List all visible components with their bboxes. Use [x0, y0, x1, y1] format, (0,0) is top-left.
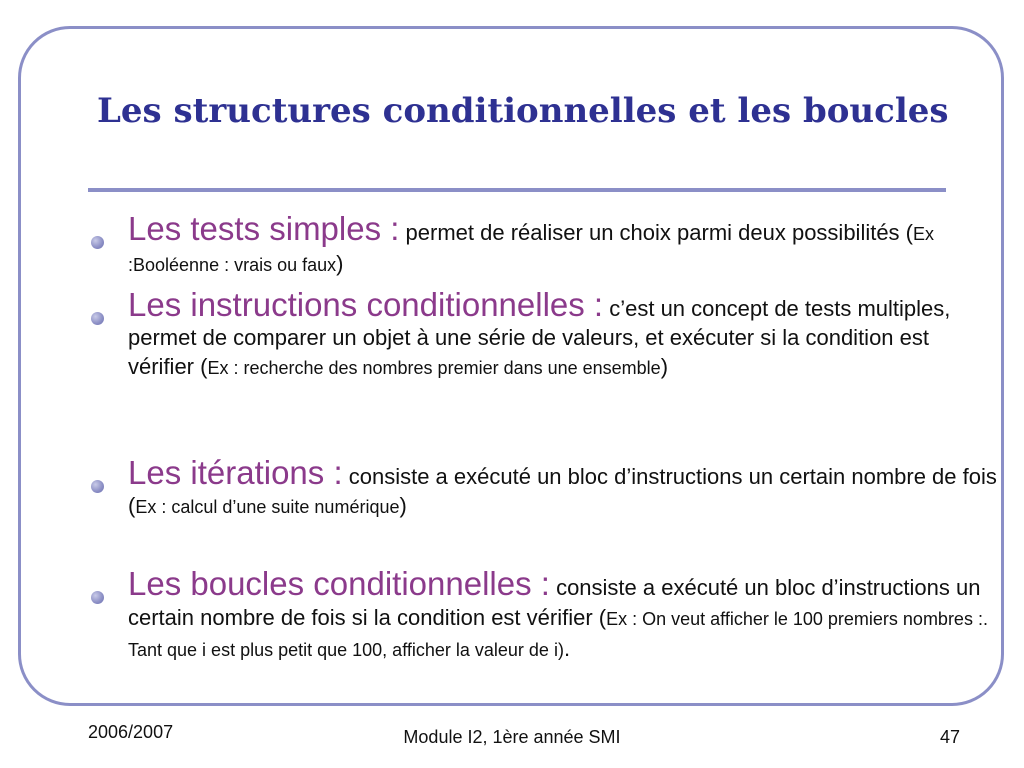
footer-course: Module I2, 1ère année SMI	[403, 727, 621, 747]
bullet-text	[128, 456, 998, 522]
bullet-body: consiste a exécuté un bloc d’instructions un certain nombre de fois si la condition est vérifier (	[128, 575, 981, 630]
bullet-text	[128, 212, 998, 280]
bullet-dot-icon	[91, 480, 104, 493]
footer-page-number: 47	[940, 727, 961, 747]
bullet-body: permet de réaliser un choix parmi deux possibilités (	[399, 220, 913, 245]
bullet-body: consiste a exécuté un bloc d’instructions un certain nombre de fois (	[128, 464, 997, 518]
bullet-example: Ex : recherche des nombres premier dans une ensemble	[207, 358, 661, 378]
bullet-heading: Les instructions conditionnelles :	[128, 286, 604, 323]
bullet-tail: .	[563, 636, 571, 661]
bullet-dot-icon	[91, 236, 104, 249]
bullet-tail: )	[660, 354, 669, 379]
footer-date: 2006/2007	[88, 722, 174, 742]
bullet-heading: Les tests simples :	[128, 210, 400, 247]
slide-title: Les structures conditionnelles et les boucles	[97, 91, 949, 131]
bullet-tail: )	[336, 251, 344, 276]
bullet-example: Ex : calcul d’une suite numérique	[135, 497, 400, 517]
bullet-body: c’est un concept de tests multiples, permet de comparer un objet à une série de valeurs, et exécuter si la condition est vérifier (	[128, 296, 951, 379]
bullet-tail: )	[399, 493, 407, 518]
bullet-heading: Les itérations :	[128, 454, 343, 491]
bullet-heading: Les boucles conditionnelles :	[128, 565, 550, 602]
title-divider	[88, 188, 946, 192]
bullet-dot-icon	[91, 591, 104, 604]
bullet-dot-icon	[91, 312, 104, 325]
bullet-example: Ex : On veut afficher le 100 premiers nombres :. Tant que i est plus petit que 100, afficher la valeur de i)	[128, 609, 988, 660]
bullet-example: Ex :Booléenne : vrais ou faux	[128, 224, 935, 275]
bullet-text	[128, 288, 998, 383]
bullet-text	[128, 567, 998, 665]
